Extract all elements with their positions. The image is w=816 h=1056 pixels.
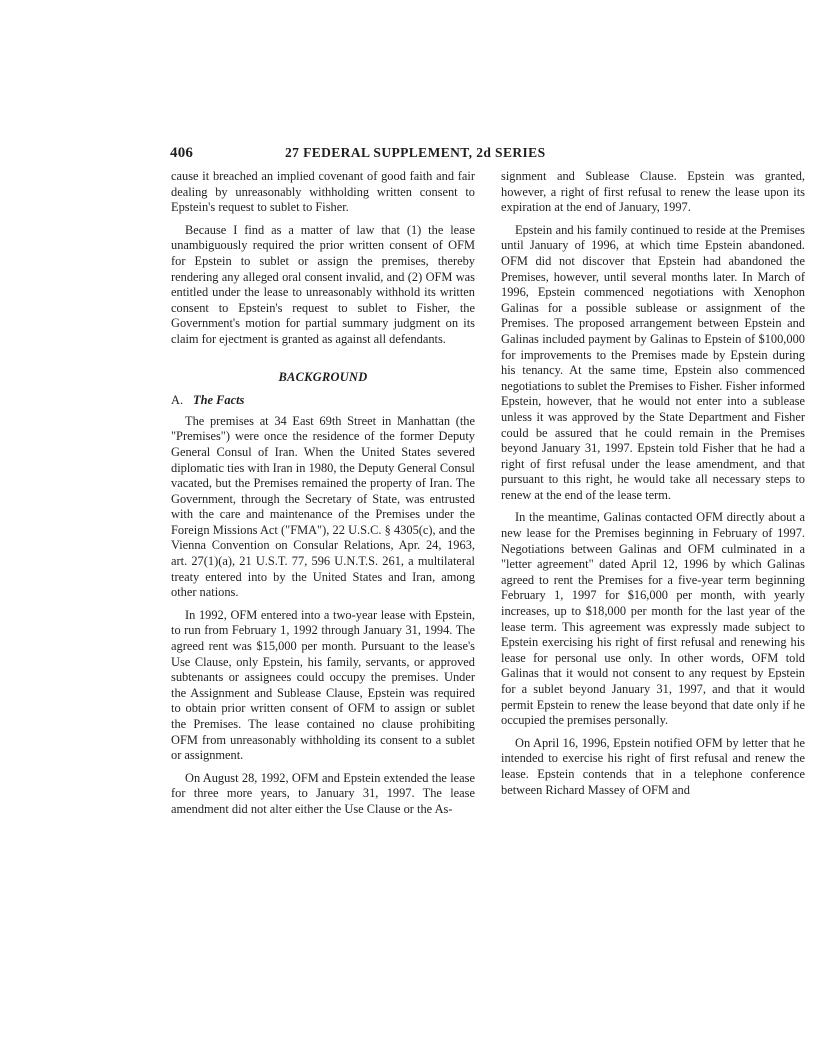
subheading-letter: A. (171, 393, 184, 408)
right-column (501, 169, 805, 805)
left-column (171, 169, 475, 825)
running-head: 27 FEDERAL SUPPLEMENT, 2d SERIES (285, 145, 546, 160)
section-heading: BACKGROUND (278, 369, 368, 384)
paragraph: cause it breached an implied covenant of good faith and fair dealing by unreasonably withholding written consent to Epstein's request to sublet to Fisher. (171, 169, 475, 215)
paragraph: On April 16, 1996, Epstein notified OFM by letter that he intended to exercise his right of first refusal and renew the lease. Epstein contends that in a telephone conference between Richard Massey of OFM and (501, 735, 805, 797)
paragraph: On August 28, 1992, OFM and Epstein extended the lease for three more years, to January 31, 1997. The lease amendment did not alter either the Use Clause or the As- (171, 770, 475, 816)
paragraph: signment and Sublease Clause. Epstein was granted, however, a right of first refusal to renew the lease upon its expiration at the end of January, 1997. (501, 169, 805, 215)
subheading-title: The Facts (193, 393, 245, 408)
paragraph: Epstein and his family continued to reside at the Premises until January of 1996, at which time Epstein abandoned. OFM did not discover that Epstein had abandoned the Premises, however, until several months later. In March of 1996, Epstein commenced negotiations with Xenophon Galinas for a possible sublease or assignment of the Premises. The proposed arrangement between Epstein and Galinas included payment by Galinas to Epstein of $100,000 for improvements to the Premises made by Epstein during his tenancy. At the same time, Epstein also commenced negotiations to sublet the Premises to Fisher. Fisher informed Epstein, however, that he would not enter into a sublease unless it was approved by the State Department and Fisher could be assured that he could remain in the Premises beyond January 31, 1997. Epstein told Fisher that he had a right of first refusal under the lease amendment, and that pursuant to this right, he would take all necessary steps to renew at the end of the lease term. (501, 222, 805, 502)
paragraph: Because I find as a matter of law that (1) the lease unambiguously required the prior written consent of OFM for Epstein to sublet or assign the premises, thereby rendering any alleged oral consent invalid, and (2) OFM was entitled under the lease to unreasonably withhold its written consent to Epstein's request to sublet to Fisher, the Government's motion for partial summary judgment on its claim for ejectment is granted as against all defendants. (171, 222, 475, 346)
subheading (171, 393, 475, 409)
paragraph: In 1992, OFM entered into a two-year lease with Epstein, to run from February 1, 1992 through January 31, 1994. The agreed rent was $15,000 per month. Pursuant to the lease's Use Clause, only Epstein, his family, servants, or approved subtenants or assignees could occupy the premises. Under the Assignment and Sublease Clause, Epstein was required to obtain prior written consent of OFM to assign or sublet the Premises. The lease contained no clause prohibiting OFM from unreasonably withholding its consent to a sublet or assignment. (171, 607, 475, 763)
page-number: 406 (170, 145, 194, 161)
paragraph: The premises at 34 East 69th Street in Manhattan (the "Premises") were once the residence of the former Deputy General Consul of Iran. When the United States severed diplomatic ties with Iran in 1980, the Deputy General Consul vacated, but the Premises remained the property of Iran. The Government, through the Secretary of State, was entrusted with the care and maintenance of the Premises under the Foreign Missions Act ("FMA"), 22 U.S.C. § 4305(c), and the Vienna Convention on Consular Relations, Apr. 24, 1963, art. 27(1)(a), 21 U.S.T. 77, 596 U.N.T.S. 261, a multilateral treaty entered into by the United States and Iran, among other nations. (171, 413, 475, 600)
paragraph: In the meantime, Galinas contacted OFM directly about a new lease for the Premises beginning in February of 1997. Negotiations between Galinas and OFM culminated in a "letter agreement" dated April 12, 1996 by which Galinas agreed to rent the Premises for a five-year term beginning February 1, 1997 for $16,000 per month, with yearly increases, up to $18,000 per month for the last year of the lease term. This agreement was expressly made subject to Epstein exercising his right of first refusal and renewing his lease for personal use only. In other words, OFM told Galinas that it would not consent to any request by Epstein for a sublet beyond January 31, 1997, and that it would permit Epstein to renew the lease beyond that date only if he occupied the premises personally. (501, 510, 805, 728)
